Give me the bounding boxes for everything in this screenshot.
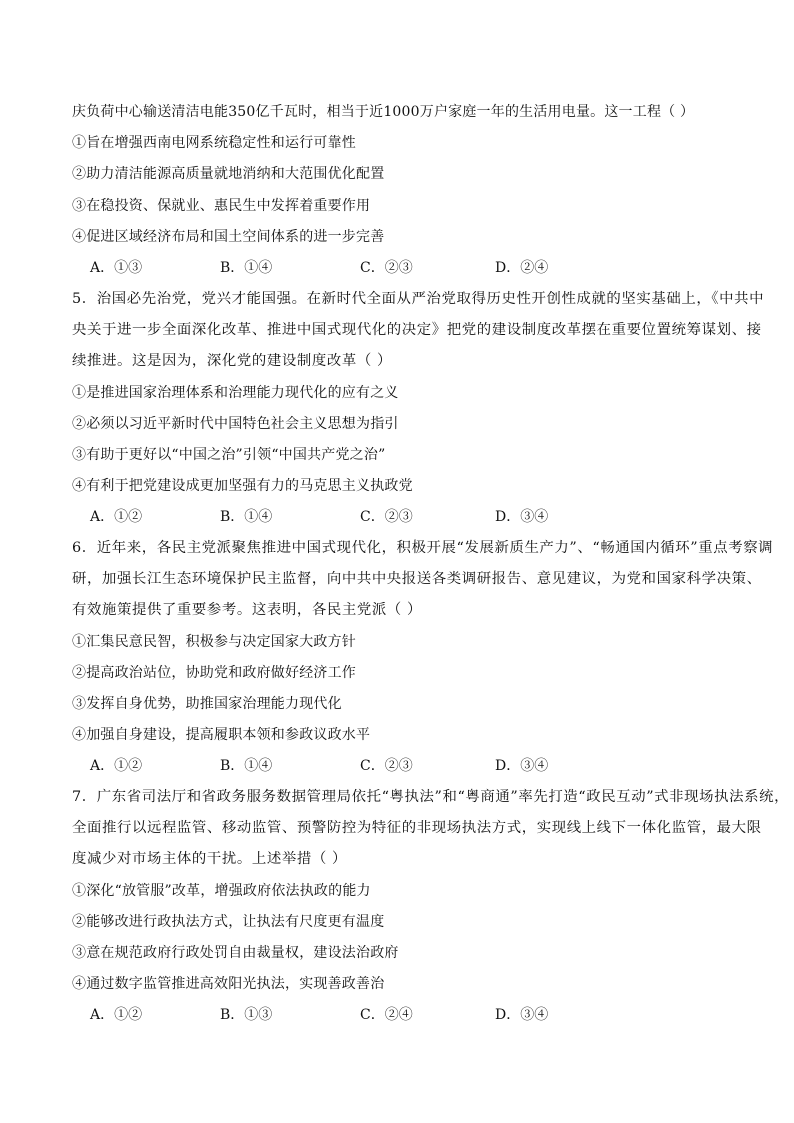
q4-option-b[interactable]: B．①④ (220, 260, 273, 276)
q7-option-c[interactable]: C．②④ (360, 1007, 413, 1023)
q6-option-c[interactable]: C．②③ (360, 758, 413, 774)
q5-stem-line-3: 续推进。这是因为，深化党的建设制度改革（ ） (72, 353, 392, 369)
q4-option-d[interactable]: D．②④ (495, 260, 549, 276)
q5-option-b[interactable]: B．①④ (220, 509, 273, 525)
q5-statement-2: ②必须以习近平新时代中国特色社会主义思想为指引 (72, 416, 399, 432)
q4-statement-3: ③在稳投资、保就业、惠民生中发挥着重要作用 (72, 198, 371, 214)
q6-option-d[interactable]: D．③④ (495, 758, 549, 774)
q6-options (90, 756, 730, 776)
q4-option-c[interactable]: C．②③ (360, 260, 413, 276)
q5-option-a[interactable]: A．①② (90, 509, 143, 525)
q6-statement-4: ④加强自身建设，提高履职本领和参政议政水平 (72, 727, 371, 743)
q6-stem-line-3: 有效施策提供了重要参考。这表明，各民主党派（ ） (72, 602, 422, 618)
q6-stem-line-1: 6．近年来，各民主党派聚焦推进中国式现代化，积极开展“发展新质生产力”、“畅通国内循环”重点考察调 (72, 540, 774, 556)
q7-option-d[interactable]: D．③④ (495, 1007, 549, 1023)
q7-option-b[interactable]: B．①③ (220, 1007, 273, 1023)
q5-statement-3: ③有助于更好以“中国之治”引领“中国共产党之治” (72, 447, 386, 463)
q7-options (90, 1005, 730, 1025)
q5-options (90, 507, 730, 527)
q7-statement-4: ④通过数字监管推进高效阳光执法，实现善政善治 (72, 976, 385, 992)
q6-statement-3: ③发挥自身优势，助推国家治理能力现代化 (72, 696, 342, 712)
q4-options (90, 258, 730, 278)
q7-statement-1: ①深化“放管服”改革，增强政府依法执政的能力 (72, 883, 371, 899)
q7-stem-line-2: 全面推行以远程监管、移动监管、预警防控为特征的非现场执法方式，实现线上线下一体化监管，最大限 (72, 820, 762, 836)
q4-option-a[interactable]: A．①③ (90, 260, 143, 276)
q6-option-a[interactable]: A．①② (90, 758, 143, 774)
q5-statement-4: ④有利于把党建设成更加坚强有力的马克思主义执政党 (72, 478, 413, 494)
q7-statement-3: ③意在规范政府行政处罚自由裁量权，建设法治政府 (72, 945, 399, 961)
q4-statement-1: ①旨在增强西南电网系统稳定性和运行可靠性 (72, 135, 356, 151)
q6-stem-line-2: 研，加强长江生态环境保护民主监督，向中共中央报送各类调研报告、意见建议，为党和国家科学决策、 (72, 571, 762, 587)
q6-statement-2: ②提高政治站位，协助党和政府做好经济工作 (72, 665, 356, 681)
q6-statement-1: ①汇集民意民智，积极参与决定国家大政方针 (72, 634, 356, 650)
q7-option-a[interactable]: A．①② (90, 1007, 143, 1023)
q5-option-d[interactable]: D．③④ (495, 509, 549, 525)
q7-statement-2: ②能够改进行政执法方式，让执法有尺度更有温度 (72, 914, 385, 930)
q4-stem-tail: 庆负荷中心输送清洁电能350亿千瓦时，相当于近1000万户家庭一年的生活用电量。这一工程（ ） (72, 104, 695, 120)
q5-stem-line-2: 央关于进一步全面深化改革、推进中国式现代化的决定》把党的建设制度改革摆在重要位置统筹谋划、接 (72, 322, 762, 338)
q5-statement-1: ①是推进国家治理体系和治理能力现代化的应有之义 (72, 385, 399, 401)
q5-option-c[interactable]: C．②③ (360, 509, 413, 525)
q4-statement-2: ②助力清洁能源高质量就地消纳和大范围优化配置 (72, 166, 385, 182)
q6-option-b[interactable]: B．①④ (220, 758, 273, 774)
q4-statement-4: ④促进区域经济布局和国土空间体系的进一步完善 (72, 229, 385, 245)
q7-stem-line-3: 度减少对市场主体的干扰。上述举措（ ） (72, 851, 348, 867)
q5-stem-line-1: 5．治国必先治党，党兴才能国强。在新时代全面从严治党取得历史性开创性成就的坚实基础上，《中共中 (72, 291, 765, 307)
q7-stem-line-1: 7．广东省司法厅和省政务服务数据管理局依托“粤执法”和“粤商通”率先打造“政民互动”式非现场执法系统， (72, 789, 790, 805)
